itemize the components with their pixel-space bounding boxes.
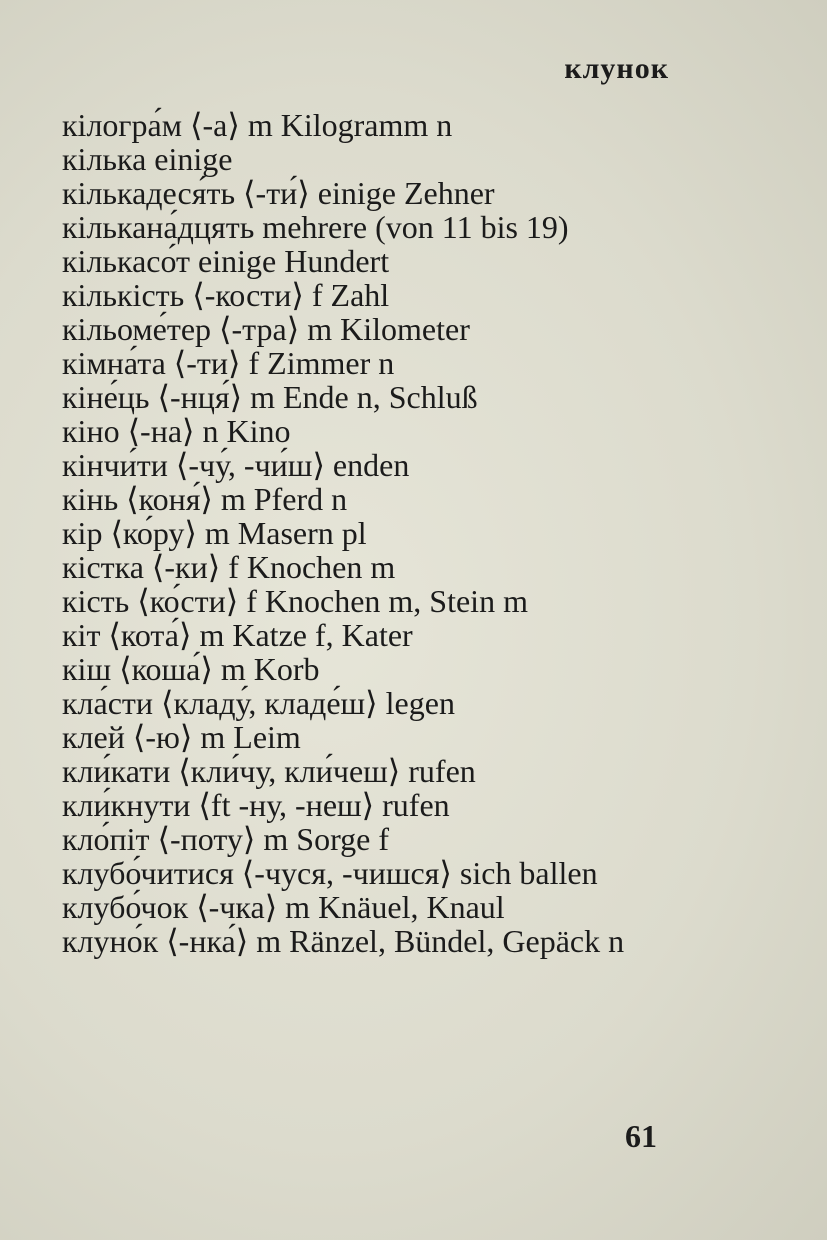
grammar: ⟨коня́⟩ m — [126, 481, 246, 517]
grammar: ⟨коша́⟩ m — [119, 651, 246, 687]
translation: legen — [385, 685, 455, 721]
grammar: ⟨-ти⟩ f — [173, 345, 260, 381]
headword: кло́піт — [62, 821, 150, 857]
headword: кінчи́ти — [62, 447, 168, 483]
headword: клубо́чок — [62, 889, 189, 925]
translation: einige Hundert — [198, 243, 390, 279]
grammar: ⟨-на⟩ n — [127, 413, 219, 449]
dictionary-entry — [62, 754, 662, 788]
dictionary-entry — [62, 788, 662, 822]
headword: кінь — [62, 481, 119, 517]
translation: enden — [332, 447, 410, 483]
translation: Kino — [226, 413, 291, 449]
grammar: ⟨-ю⟩ m — [132, 719, 226, 755]
grammar: ⟨ft -ну, -неш⟩ — [198, 787, 375, 823]
headword: кір — [62, 515, 103, 551]
dictionary-entry — [62, 686, 662, 720]
grammar: ⟨-нка́⟩ m — [166, 923, 282, 959]
dictionary-entry — [62, 108, 662, 142]
headword: кількана́дцять — [62, 209, 255, 245]
dictionary-entry — [62, 346, 662, 380]
headword: кіне́ць — [62, 379, 150, 415]
dictionary-entry — [62, 924, 662, 958]
translation: Knochen m, Stein m — [264, 583, 528, 619]
translation: Masern pl — [237, 515, 367, 551]
headword: клубо́читися — [62, 855, 234, 891]
translation: Knochen m — [246, 549, 396, 585]
dictionary-entry — [62, 516, 662, 550]
headword: кіно — [62, 413, 120, 449]
dictionary-entry — [62, 278, 662, 312]
translation: Zahl — [330, 277, 390, 313]
running-head: клунок — [564, 52, 669, 85]
grammar: ⟨-поту⟩ m — [157, 821, 289, 857]
grammar: ⟨-чуся, -чишся⟩ — [241, 855, 452, 891]
translation: sich ballen — [459, 855, 598, 891]
headword: кіт — [62, 617, 101, 653]
headword: кість — [62, 583, 130, 619]
dictionary-entry — [62, 414, 662, 448]
headword: кількість — [62, 277, 185, 313]
page-number: 61 — [625, 1118, 657, 1154]
dictionary-entry — [62, 210, 662, 244]
translation: rufen — [408, 753, 476, 789]
translation: einige Zehner — [317, 175, 495, 211]
entry-list — [62, 108, 662, 958]
headword: кілька — [62, 141, 147, 177]
headword: клей — [62, 719, 125, 755]
translation: Knäuel, Knaul — [318, 889, 505, 925]
dictionary-entry — [62, 312, 662, 346]
translation: Katze f, Kater — [232, 617, 413, 653]
translation: Ende n, Schluß — [282, 379, 478, 415]
grammar: ⟨-нця́⟩ m — [157, 379, 275, 415]
dictionary-entry — [62, 550, 662, 584]
dictionary-entry — [62, 176, 662, 210]
headword: клуно́к — [62, 923, 159, 959]
headword: кли́кнути — [62, 787, 191, 823]
headword: кімна́та — [62, 345, 166, 381]
dictionary-entry — [62, 448, 662, 482]
translation: Korb — [253, 651, 320, 687]
grammar: ⟨-чу́, -чи́ш⟩ — [175, 447, 325, 483]
translation: Kilometer — [340, 311, 470, 347]
grammar: ⟨кладу́, кладе́ш⟩ — [161, 685, 378, 721]
grammar: ⟨ко́ру⟩ m — [110, 515, 230, 551]
translation: Kilogramm n — [280, 107, 453, 143]
dictionary-entry — [62, 380, 662, 414]
grammar: ⟨-тра⟩ m — [219, 311, 333, 347]
headword: кількадеся́ть — [62, 175, 236, 211]
grammar: ⟨кли́чу, кли́чеш⟩ — [178, 753, 401, 789]
grammar: ⟨ко́сти⟩ f — [137, 583, 257, 619]
translation: Zimmer n — [267, 345, 395, 381]
dictionary-entry — [62, 856, 662, 890]
dictionary-entry — [62, 720, 662, 754]
dictionary-entry — [62, 482, 662, 516]
grammar: ⟨-чка⟩ m — [196, 889, 311, 925]
dictionary-entry — [62, 142, 662, 176]
headword: кіш — [62, 651, 112, 687]
translation: Sorge f — [296, 821, 390, 857]
translation: einige — [154, 141, 233, 177]
grammar: ⟨-ки⟩ f — [151, 549, 239, 585]
grammar: ⟨-а⟩ m — [189, 107, 273, 143]
dictionary-entry — [62, 584, 662, 618]
headword: кла́сти — [62, 685, 154, 721]
translation: Pferd n — [253, 481, 348, 517]
grammar: ⟨-ти́⟩ — [243, 175, 310, 211]
dictionary-entry — [62, 822, 662, 856]
grammar: ⟨кота́⟩ m — [108, 617, 225, 653]
headword: кілогра́м — [62, 107, 182, 143]
headword: кли́кати — [62, 753, 171, 789]
translation: Ränzel, Bündel, Gepäck n — [289, 923, 625, 959]
dictionary-entry — [62, 244, 662, 278]
headword: кільоме́тер — [62, 311, 212, 347]
dictionary-entry — [62, 652, 662, 686]
translation: rufen — [382, 787, 450, 823]
translation: Leim — [233, 719, 301, 755]
dictionary-entry — [62, 618, 662, 652]
headword: кількасо́т — [62, 243, 191, 279]
headword: кістка — [62, 549, 144, 585]
translation: mehrere (von 11 bis 19) — [262, 209, 569, 245]
grammar: ⟨-кости⟩ f — [192, 277, 323, 313]
dictionary-entry — [62, 890, 662, 924]
